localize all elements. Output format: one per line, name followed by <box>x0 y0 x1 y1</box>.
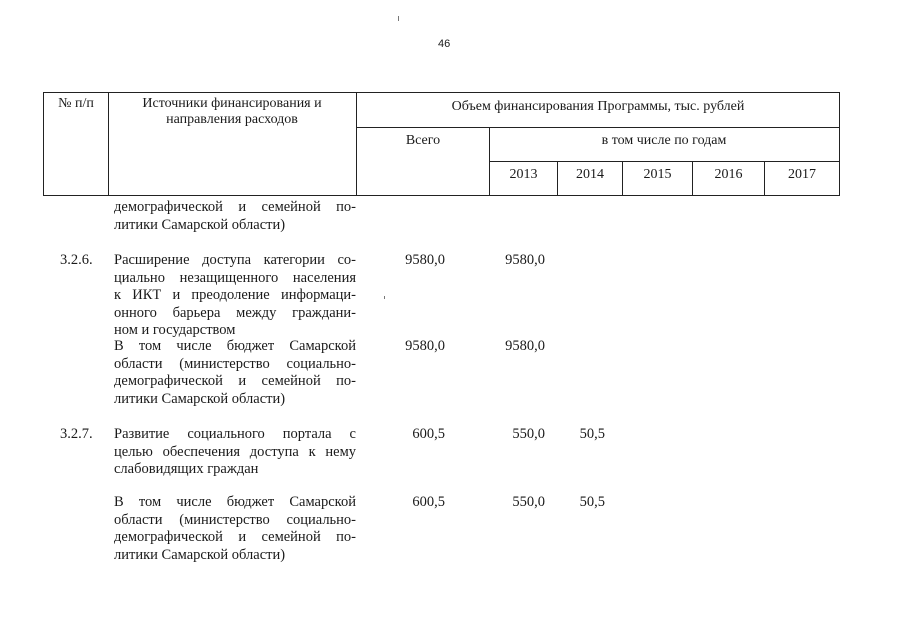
row-value-2013: 9580,0 <box>505 338 545 354</box>
header-divider <box>356 127 839 128</box>
text-line: В том числе бюджет Самарской <box>114 338 356 354</box>
text-line: ном и государством <box>114 322 236 338</box>
header-year: 2016 <box>714 167 743 182</box>
header-col-source: Источники финансирования и направления расходов <box>142 96 322 127</box>
row-value-2013: 9580,0 <box>505 252 545 268</box>
header-col-total: Всего <box>405 133 441 148</box>
row-total: 9580,0 <box>405 338 445 354</box>
row-value-2014: 50,5 <box>579 494 605 510</box>
row-description <box>114 199 356 234</box>
header-year: 2013 <box>509 167 538 182</box>
row-total: 600,5 <box>412 494 445 510</box>
row-description <box>114 426 356 479</box>
text-line: демографической и семейной по- <box>114 529 356 545</box>
header-divider <box>108 93 109 195</box>
text-line: литики Самарской области) <box>114 390 286 407</box>
header-col-no: № п/п <box>58 96 94 111</box>
page-number: 46 <box>438 38 451 50</box>
text-line: целью обеспечения доступа к нему <box>114 443 356 460</box>
row-value-2013: 550,0 <box>512 494 545 510</box>
header-year: 2017 <box>788 167 816 182</box>
header-year: 2014 <box>576 167 604 182</box>
row-description <box>114 338 356 408</box>
header-divider <box>356 93 357 195</box>
table-header <box>43 92 840 196</box>
text-line: литики Самарской области) <box>114 546 286 563</box>
header-col-by-years: в том числе по годам <box>601 133 727 148</box>
row-description <box>114 252 356 340</box>
text-line: слабовидящих граждан <box>114 461 259 477</box>
row-number: 3.2.6. <box>60 252 93 268</box>
text-line: циально незащищенного населения <box>114 269 356 286</box>
row-number: 3.2.7. <box>60 426 93 442</box>
text-line: области (министерство социально- <box>114 511 356 528</box>
text-line: Расширение доступа категории со- <box>114 252 356 268</box>
text-line: онного барьера между граждани- <box>114 304 356 321</box>
scan-speck <box>384 296 385 299</box>
text-line: Развитие социального портала с <box>114 426 356 442</box>
header-year: 2015 <box>643 167 672 182</box>
text-line: В том числе бюджет Самарской <box>114 494 356 510</box>
header-col-volume: Объем финансирования Программы, тыс. рублей <box>451 99 745 114</box>
text-line: к ИКТ и преодоление информаци- <box>114 287 356 303</box>
header-divider <box>489 161 839 162</box>
scan-speck <box>398 16 399 21</box>
text-line: демографической и семейной по- <box>114 199 356 215</box>
text-line: литики Самарской области) <box>114 216 286 233</box>
row-value-2013: 550,0 <box>512 426 545 442</box>
row-total: 600,5 <box>412 426 445 442</box>
row-description <box>114 494 356 564</box>
text-line: области (министерство социально- <box>114 355 356 372</box>
text-line: демографической и семейной по- <box>114 373 356 389</box>
row-total: 9580,0 <box>405 252 445 268</box>
row-value-2014: 50,5 <box>579 426 605 442</box>
